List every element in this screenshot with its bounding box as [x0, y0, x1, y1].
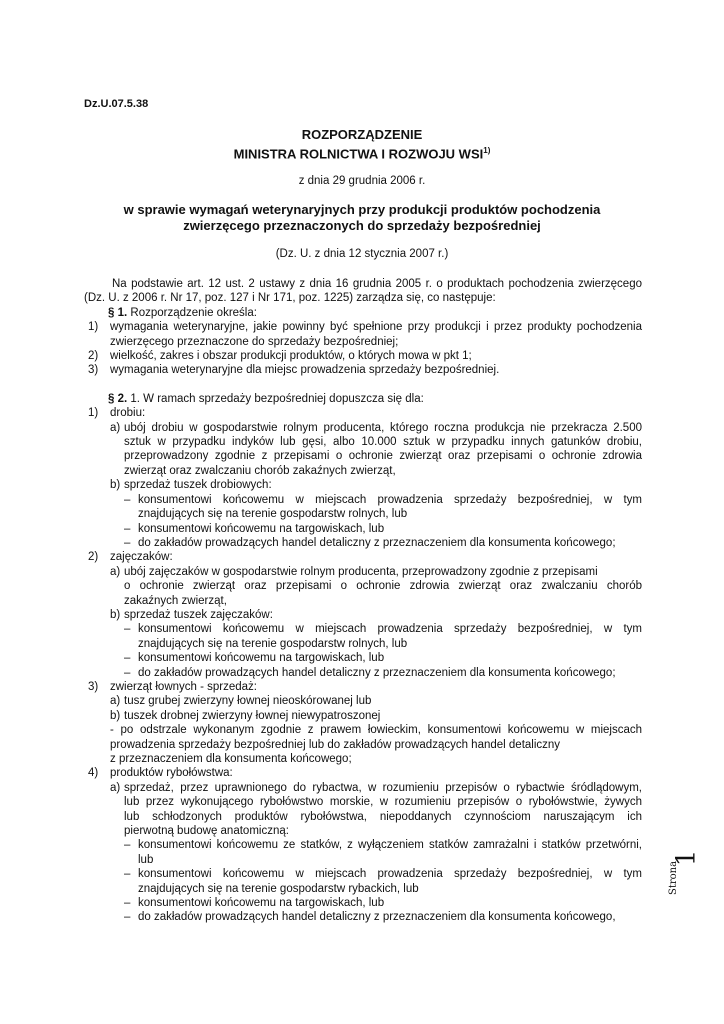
par2-point-2-b [84, 608, 642, 622]
dash-bullet: – [124, 911, 131, 924]
list-letter: a) [110, 695, 121, 708]
par2-point-3-a [84, 694, 642, 708]
list-number: 1) [88, 321, 99, 334]
par2-point-1-a [84, 421, 642, 479]
par2-point-3-text: zwierząt łownych - sprzedaż: [110, 680, 257, 693]
dash-bullet: – [124, 868, 131, 881]
text-line: lub przez wykonującego rybołówstwo morskie, w rozumieniu przepisów o rybołówstwie, żywych [124, 796, 642, 809]
par2-text: 1. W ramach sprzedaży bezpośredniej dopuszcza się dla: [127, 392, 424, 405]
text-line: sprzedaż, przez uprawnionego do rybactwa, w rozumieniu przepisów o rybactwie śródlądowym, [124, 781, 642, 794]
text-line: znajdujących się na terenie gospodarstw rolnych, lub [138, 637, 408, 650]
text-line: konsumentowi końcowemu na targowiskach, lub [138, 652, 385, 665]
subject-line-2: zwierzęcego przeznaczonych do sprzedaży bezpośredniej [183, 218, 541, 233]
par2-point-2 [84, 550, 642, 564]
text-line: zakaźnych zwierząt, [124, 594, 227, 607]
text-line: znajdujących się na terenie gospodarstw rolnych, lub [138, 508, 408, 521]
dash-bullet: – [124, 897, 131, 910]
text-line: o ochronie zwierząt oraz przepisami o ochronie zdrowia zwierząt oraz zwalczaniu chorób [124, 580, 642, 593]
text-line: konsumentowi końcowemu na targowiskach, lub [138, 522, 385, 535]
text-line: pierwotną budowę anatomiczną: [124, 825, 289, 838]
par2-point-4-a [84, 781, 642, 839]
footnote-mark: 1) [483, 146, 491, 155]
dash-item [84, 536, 642, 550]
text-line: znajdujących się na terenie gospodarstw rybackich, lub [138, 882, 419, 895]
par2-point-3-b [84, 709, 642, 723]
list-number: 3) [88, 680, 99, 693]
text-line: lub [138, 853, 154, 866]
dash-item [84, 896, 642, 910]
par1-item-1-line-1: wymagania weterynaryjne, jakie powinny być spełnione przy produkcji i przez produkty pochodzenia [110, 321, 642, 334]
par2-point-1-b [84, 478, 642, 492]
dash-item [84, 666, 642, 680]
page-number-marker [668, 845, 708, 895]
title-line-1: ROZPORZĄDZENIE [301, 127, 423, 142]
par1-item-1 [84, 320, 642, 349]
list-letter: b) [110, 479, 121, 492]
regulation-body [84, 277, 642, 925]
dash-item [84, 910, 642, 924]
par1-item-1-line-2: zwierzęcego przeznaczone do sprzedaży bezpośredniej; [110, 335, 399, 348]
text-line: sztuk w przypadku indyków lub gęsi, albo 10.000 sztuk w przypadku innych gatunków drobiu, [124, 436, 642, 449]
regulation-subject [84, 202, 640, 234]
text-line: zwierząt oraz zwalczaniu chorób zakaźnych zwierząt, [124, 464, 396, 477]
text-line: przeprowadzony zgodnie z przepisami o ochronie zwierząt oraz przepisami o ochronie zdrowia [124, 450, 642, 463]
par2-label: § 2. [108, 392, 128, 405]
subject-line-1: w sprawie wymagań weterynaryjnych przy produkcji produktów pochodzenia [123, 202, 601, 217]
text-line: ubój zajęczaków w gospodarstwie rolnym producenta, przeprowadzony zgodnie z przepisami [124, 565, 598, 578]
text-line: konsumentowi końcowemu w miejscach prowadzenia sprzedaży bezpośredniej, w tym [138, 623, 642, 636]
text-line: sprzedaż tuszek drobiowych: [124, 479, 272, 492]
title-line-2-text: MINISTRA ROLNICTWA I ROZWOJU WSI [233, 146, 484, 162]
dash-bullet: – [124, 536, 131, 549]
text-line: z przeznaczeniem dla konsumenta końcowego; [110, 753, 352, 765]
par1-item-3-text: wymagania weterynaryjne dla miejsc prowadzenia sprzedaży bezpośredniej. [110, 364, 500, 377]
par1-item-2 [84, 349, 642, 363]
dash-item [84, 522, 642, 536]
text-line: do zakładów prowadzących handel detaliczny z przeznaczeniem dla konsumenta końcowego, [138, 911, 616, 924]
par1-item-3 [84, 363, 642, 377]
document-reference: Dz.U.07.5.38 [84, 98, 149, 110]
text-line: konsumentowi końcowemu w miejscach prowadzenia sprzedaży bezpośredniej, w tym [138, 868, 642, 881]
publication-reference: (Dz. U. z dnia 12 stycznia 2007 r.) [275, 248, 449, 260]
text-line: do zakładów prowadzących handel detaliczny z przeznaczeniem dla konsumenta końcowego; [138, 536, 616, 549]
par1-label: § 1. [108, 306, 128, 319]
dash-bullet: – [124, 839, 131, 852]
list-letter: a) [110, 421, 121, 434]
list-number: 4) [88, 767, 99, 780]
text-line: konsumentowi końcowemu w miejscach prowadzenia sprzedaży bezpośredniej, w tym [138, 493, 642, 506]
intro-line-1: Na podstawie art. 12 ust. 2 ustawy z dnia 16 grudnia 2005 r. o produktach pochodzenia zwierzęcego [112, 278, 642, 290]
par2-point-4 [84, 766, 642, 780]
dash-bullet: – [124, 666, 131, 679]
text-line: tusz grubej zwierzyny łownej nieoskórowanej lub [124, 695, 372, 708]
regulation-title [84, 127, 640, 162]
list-number: 3) [88, 364, 99, 377]
list-letter: a) [110, 781, 121, 794]
par2-point-2-text: zajęczaków: [110, 551, 173, 564]
page-label: Strona [668, 860, 679, 895]
dash-item [84, 493, 642, 522]
text-line: do zakładów prowadzących handel detaliczny z przeznaczeniem dla konsumenta końcowego; [138, 666, 616, 679]
list-letter: b) [110, 709, 121, 722]
list-letter: b) [110, 608, 121, 621]
text-line: tuszek drobnej zwierzyny łownej niewypatroszonej [124, 709, 381, 722]
regulation-date: z dnia 29 grudnia 2006 r. [298, 175, 426, 187]
page-number: 1 [671, 849, 702, 867]
dash-item [84, 838, 642, 867]
list-number: 2) [88, 551, 99, 564]
dash-bullet: – [124, 522, 131, 535]
dash-item [84, 651, 642, 665]
text-line: konsumentowi końcowemu ze statków, z wyłączeniem statków zamrażalni i statków przetwórni, [138, 839, 642, 852]
text-line: prowadzenia sprzedaży bezpośredniej lub do zakładów prowadzących handel detaliczny [110, 738, 561, 751]
dash-bullet: – [124, 493, 131, 506]
par1-text: Rozporządzenie określa: [127, 306, 257, 319]
par1-heading [84, 306, 642, 320]
intro-line-2: (Dz. U. z 2006 r. Nr 17, poz. 127 i Nr 171, poz. 1225) zarządza się, co następuje: [84, 292, 496, 305]
text-line: - po odstrzale wykonanym zgodnie z prawem łowieckim, konsumentowi końcowemu w miejscach [110, 724, 642, 737]
par2-point-3 [84, 680, 642, 694]
title-line-2 [84, 143, 640, 162]
par1-item-2-text: wielkość, zakres i obszar produkcji produktów, o których mowa w pkt 1; [110, 350, 472, 363]
text-line: konsumentowi końcowemu na targowiskach, lub [138, 897, 385, 910]
par2-point-1 [84, 406, 642, 420]
list-number: 2) [88, 350, 99, 363]
dash-bullet: – [124, 623, 131, 636]
par2-point-4-text: produktów rybołówstwa: [110, 767, 233, 780]
dash-item [84, 622, 642, 651]
par2-heading [84, 392, 642, 406]
dash-item [84, 867, 642, 896]
list-letter: a) [110, 565, 121, 578]
text-line: ubój drobiu w gospodarstwie rolnym producenta, którego roczna produkcja nie przekracza 2.500 [124, 421, 642, 434]
dash-bullet: – [124, 652, 131, 665]
par2-point-2-a [84, 565, 642, 608]
par2-point-1-text: drobiu: [110, 407, 146, 420]
text-line: lub schłodzonych produktów rybołówstwa, niepoddanych czynnościom naruszającym ich [124, 810, 642, 823]
text-line: sprzedaż tuszek zajęczaków: [124, 608, 273, 621]
list-number: 1) [88, 407, 99, 420]
